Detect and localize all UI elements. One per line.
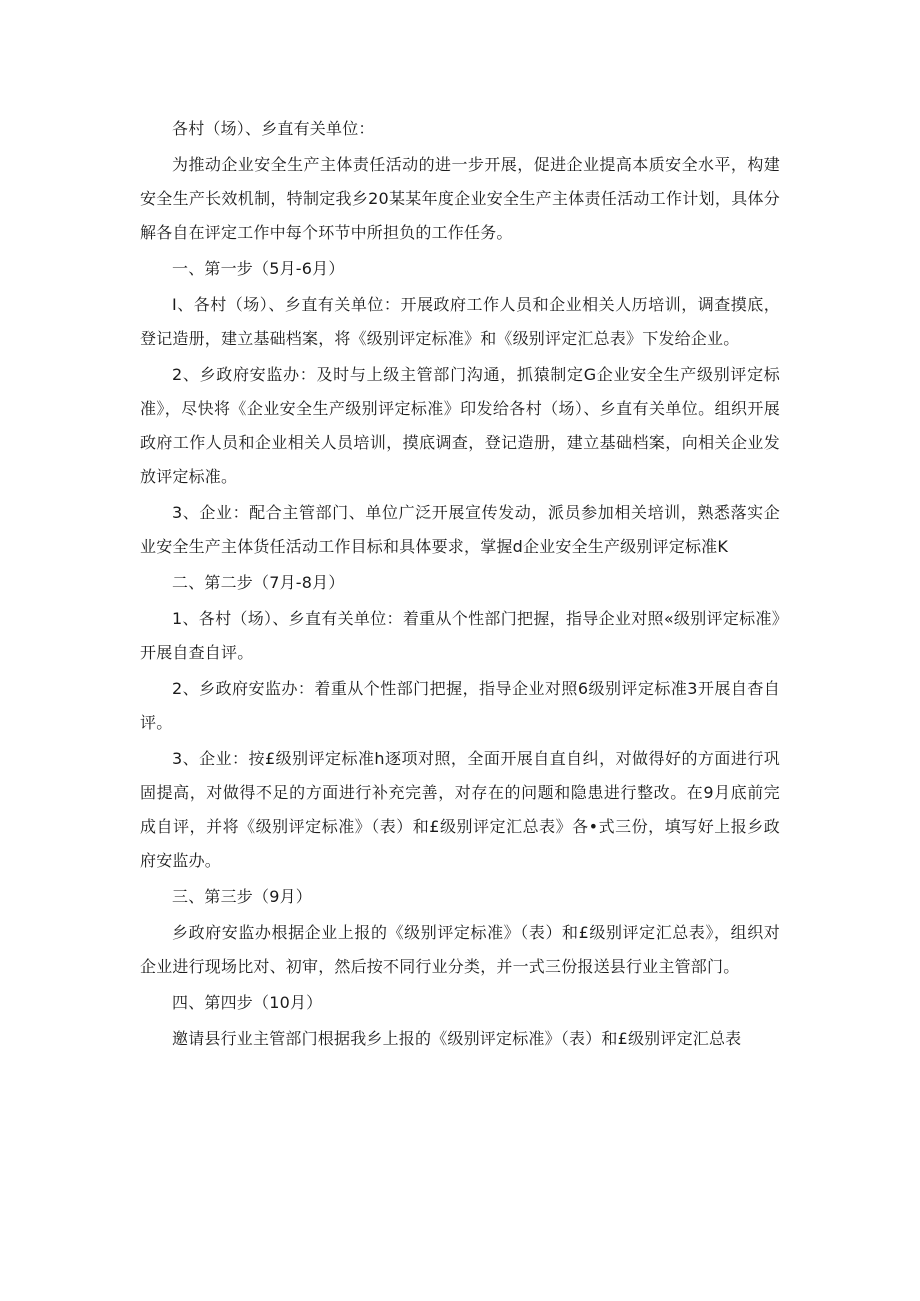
step1-item-2: 2、乡政府安监办：及时与上级主管部门沟通，抓猿制定G企业安全生产级别评定标准》，尽快将《企业安全生产级别评定标准》印发给各村（场）、乡直有关单位。组织开展政府工作人员和企业相关人员培训，摸底调查，登记造册，建立基础档案，向相关企业发放评定标准。 (140, 365, 780, 486)
step2-item-1: 1、各村（场）、乡直有关单位：着重从个性部门把握，指导企业对照«级别评定标准》开展自查自评。 (140, 609, 780, 662)
step4-heading: 四、第四步（10月） (172, 993, 323, 1012)
step2-item-2: 2、乡政府安监办：着重从个性部门把握，指导企业对照6级别评定标准3开展自杳自评。 (140, 679, 780, 732)
step1-item-1: I、各村（场）、乡直有关单位：开展政府工作人员和企业相关人历培训，调查摸底，登记造册，建立基础档案，将《级别评定标准》和《级别评定汇总表》下发给企业。 (140, 295, 780, 348)
step1-heading: 一、第一步（5月-6月） (172, 259, 345, 278)
step2-item-3: 3、企业：按£级别评定标准h逐项对照，全面开展自直自纠，对做得好的方面进行巩固提高，对做得不足的方面进行补充完善，对存在的问题和隐患进行整改。在9月底前完成自评，并将《级别评定标准》（表）和£级别评定汇总表》各•式三份，填写好上报乡政府安监办。 (140, 749, 780, 870)
step3-body: 乡政府安监办根据企业上报的《级别评定标准》（表）和£级别评定汇总表》，组织对企业进行现场比对、初审，然后按不同行业分类，并一式三份报送县行业主管部门。 (140, 923, 780, 976)
document-body (140, 112, 780, 1058)
step3-heading: 三、第三步（9月） (172, 887, 312, 906)
intro-paragraph: 为推动企业安全生产主体责任活动的进一步开展，促进企业提高本质安全水平，构建安全生产长效机制，特制定我乡20某某年度企业安全生产主体责任活动工作计划，具体分解各自在评定工作中每个环节中所担负的工作任务。 (140, 155, 780, 242)
salutation: 各村（场）、乡直有关单位： (172, 119, 375, 138)
step1-item-3: 3、企业：配合主管部门、单位广泛开展宣传发动，派员参加相关培训，熟悉落实企业安全生产主体货任活动工作目标和具体要求，掌握d企业安全生产级别评定标准K (140, 503, 780, 556)
step4-body: 邀请县行业主管部门根据我乡上报的《级别评定标准》（表）和£级别评定汇总表 (172, 1029, 742, 1048)
step2-heading: 二、第二步（7月-8月） (172, 573, 345, 592)
